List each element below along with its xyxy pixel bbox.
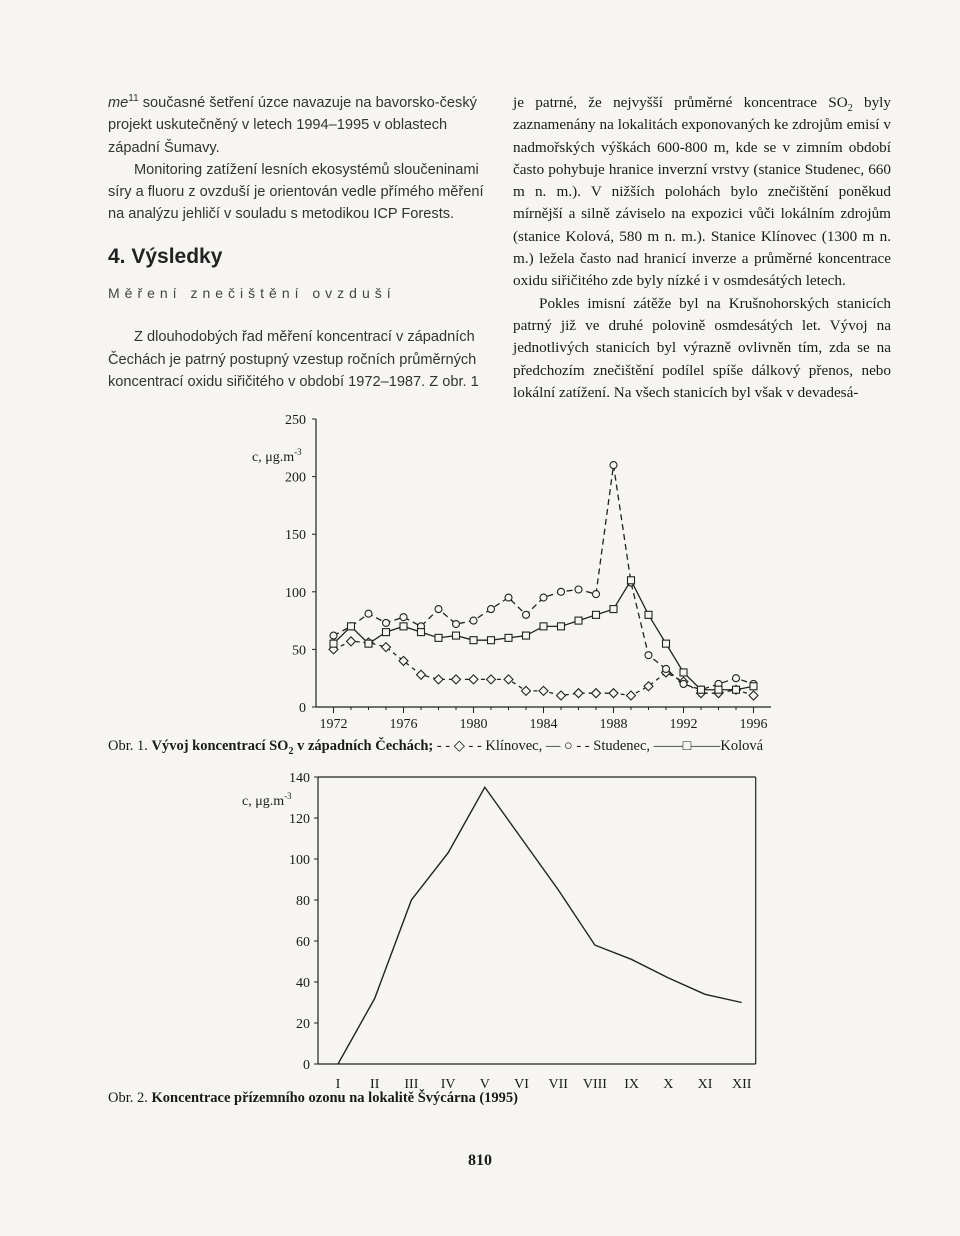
figure1-caption-title-b: v západních Čechách;	[293, 738, 434, 754]
data-point-studenec	[470, 617, 477, 624]
data-point-klinovec	[434, 675, 443, 684]
data-point-klinovec	[487, 675, 496, 684]
chart1-y-tick-label: 250	[285, 413, 306, 428]
chart1-y-tick-label: 150	[285, 528, 306, 544]
data-point-studenec	[680, 680, 687, 687]
right-paragraph-2: Pokles imisní zátěže byl na Krušnohorských stanicích patrný již ve druhé polovině osmdesátých let. Vývoj na jednotlivých stanicích byl výrazně ovlivněn tím, zda se na předchozím znečištění podílel spíše dálkový přenos, nebo lokální zatížení. Na všech stanicích byl však v devadesá-	[513, 294, 891, 401]
data-point-studenec	[593, 591, 600, 598]
data-point-kolova	[418, 629, 425, 636]
chart2-y-tick-label: 140	[289, 771, 310, 786]
legend-klinovec: - - ◇ - - Klínovec,	[436, 738, 543, 754]
data-point-klinovec	[539, 686, 548, 695]
chart2-y-tick-label: 20	[296, 1017, 310, 1032]
data-point-studenec	[505, 594, 512, 601]
data-point-studenec	[365, 610, 372, 617]
chart1-x-tick-label: 1992	[669, 717, 698, 732]
chart2-ylabel-main: c, μg.m	[242, 794, 285, 809]
data-point-klinovec	[574, 689, 583, 698]
chart1-ylabel-sup: -3	[294, 447, 302, 457]
right-p1-b: byly zaznamenány na lokalitách exponovaných ke zdrojům emisí v nadmořských výškách 600-800 m, kde se v zimním období často pohybuje hranice inverzní vrstvy (stanice Studenec, 660 m n. m.). V nižších polohách bylo znečištění poněkud mírnější a silně záviselo na expozici vůči lokálním zdrojům (stanice Kolová, 580 m n. m.). Stanice Klínovec (1300 m n. m.) ležela často nad hranicí inverze a průměrné koncentrace oxidu siřičitého zde byly nízké i v osmdesátých letech.	[513, 94, 891, 290]
chart1-y-tick-label: 200	[285, 470, 306, 486]
data-point-studenec	[488, 606, 495, 613]
data-point-kolova	[435, 634, 442, 641]
data-point-kolova	[470, 637, 477, 644]
data-point-kolova	[488, 637, 495, 644]
chart1-x-tick-label: 1988	[599, 717, 628, 732]
chart2-x-tick-label: IX	[624, 1077, 639, 1092]
data-point-kolova	[593, 611, 600, 618]
chart2-ylabel	[242, 791, 292, 809]
chart2-y-tick-label: 0	[303, 1058, 310, 1073]
chart1-x-tick-label: 1984	[529, 717, 558, 732]
chart2-x-tick-label: XI	[697, 1077, 713, 1092]
chart1-x-tick-label: 1976	[389, 717, 418, 732]
data-point-kolova	[680, 669, 687, 676]
chart2-x-tick-label: VI	[514, 1077, 529, 1092]
so2-subscript: 2	[847, 103, 853, 115]
data-point-klinovec	[522, 686, 531, 695]
data-point-studenec	[383, 619, 390, 626]
figure1-caption-title	[151, 738, 434, 757]
data-point-kolova	[733, 686, 740, 693]
data-point-studenec	[453, 621, 460, 628]
chart1-axes	[285, 413, 771, 732]
footnote-ref: 11	[128, 93, 139, 105]
chart2-y-tick-label: 100	[289, 853, 310, 868]
page-number: 810	[468, 1152, 492, 1169]
data-point-kolova	[400, 623, 407, 630]
left-p1-rest: současné šetření úzce navazuje na bavorsko-český projekt uskutečněný v letech 1994–1995 v oblastech západní Šumavy.	[108, 95, 477, 156]
figure2-caption-prefix: Obr. 2.	[108, 1090, 148, 1106]
right-p1-a: je patrné, že nejvyšší průměrné koncentrace SO	[513, 94, 848, 111]
data-point-studenec	[733, 675, 740, 682]
data-point-kolova	[383, 629, 390, 636]
chart2-x-tick-label: III	[404, 1077, 419, 1092]
data-point-kolova	[575, 617, 582, 624]
ozone-line	[338, 787, 742, 1064]
chart2-x-tick-label: I	[335, 1077, 341, 1092]
chart2-x-tick-label: X	[663, 1077, 674, 1092]
data-point-klinovec	[627, 691, 636, 700]
chart2-y-tick-label: 40	[296, 976, 310, 991]
chart2-y-tick-label: 120	[289, 812, 310, 827]
figure1-caption-prefix: Obr. 1.	[108, 738, 148, 754]
data-point-klinovec	[452, 675, 461, 684]
chart2-ylabel-sup: -3	[284, 791, 292, 801]
chart1-x-tick-label: 1980	[459, 717, 488, 732]
chart2-x-tick-label: V	[479, 1077, 490, 1092]
subsection-heading: Měření znečištění ovzduší	[108, 285, 396, 302]
data-point-kolova	[523, 632, 530, 639]
data-point-studenec	[523, 611, 530, 618]
chart2-axes	[289, 771, 756, 1092]
data-point-klinovec	[749, 691, 758, 700]
left-paragraph-3: Z dlouhodobých řad měření koncentrací v západních Čechách je patrný postupný vzestup ročních průměrných koncentrací oxidu siřičitého v období 1972–1987. Z obr. 1	[108, 329, 479, 390]
data-point-kolova	[750, 683, 757, 690]
left-paragraph-2: Monitoring zatížení lesních ekosystémů sloučeninami síry a fluoru z ovzduší je orientován vedle přímého měření na analýzu jehličí v souladu s metodikou ICP Forests.	[108, 161, 484, 223]
chart2-x-tick-label: IV	[440, 1077, 456, 1092]
data-point-klinovec	[347, 637, 356, 646]
data-point-klinovec	[417, 670, 426, 679]
chart2-x-tick-label: XII	[731, 1077, 752, 1092]
chart2-x-tick-label: VIII	[582, 1077, 607, 1092]
data-point-kolova	[453, 632, 460, 639]
data-point-kolova	[610, 606, 617, 613]
data-point-kolova	[330, 640, 337, 647]
figure1-caption-sub: 2	[288, 745, 294, 757]
data-point-studenec	[610, 462, 617, 469]
chart1-y-tick-label: 0	[299, 701, 306, 716]
chart1-y-tick-label: 100	[285, 585, 306, 601]
data-point-klinovec	[609, 689, 618, 698]
chart2-x-tick-label: II	[370, 1077, 380, 1092]
data-point-kolova	[715, 686, 722, 693]
data-point-klinovec	[469, 675, 478, 684]
legend-studenec: — ○ - - Studenec,	[545, 738, 651, 754]
ozone-chart	[0, 760, 960, 1120]
data-point-studenec	[575, 586, 582, 593]
chart1-ylabel-main: c, μg.m	[252, 450, 295, 465]
figure2-caption-title: Koncentrace přízemního ozonu na lokalitě Švýcárna (1995)	[151, 1090, 519, 1106]
data-point-kolova	[698, 686, 705, 693]
left-p1-lead: me	[108, 95, 129, 111]
data-point-kolova	[505, 634, 512, 641]
data-point-klinovec	[557, 691, 566, 700]
figure1-caption-title-a: Vývoj koncentrací SO	[151, 738, 289, 754]
chart1-y-tick-label: 50	[292, 643, 306, 659]
data-point-studenec	[540, 594, 547, 601]
data-point-kolova	[365, 640, 372, 647]
data-point-studenec	[645, 652, 652, 659]
chart1-series	[329, 462, 758, 700]
figure2-caption	[108, 1090, 518, 1107]
data-point-klinovec	[592, 689, 601, 698]
data-point-kolova	[645, 611, 652, 618]
chart2-y-tick-label: 60	[296, 935, 310, 950]
data-point-studenec	[558, 588, 565, 595]
chart1-x-tick-label: 1996	[739, 717, 768, 732]
data-point-studenec	[400, 614, 407, 621]
data-point-kolova	[663, 640, 670, 647]
data-point-kolova	[540, 623, 547, 630]
legend-kolova: ——□——Kolová	[653, 738, 764, 754]
chart1-x-tick-label: 1972	[319, 717, 348, 732]
series-line-studenec	[334, 465, 754, 690]
data-point-kolova	[628, 577, 635, 584]
chart1-ylabel	[252, 447, 302, 465]
data-point-studenec	[330, 632, 337, 639]
section-heading: 4. Výsledky	[108, 244, 223, 268]
data-point-studenec	[435, 606, 442, 613]
data-point-klinovec	[504, 675, 513, 684]
chart2-y-tick-label: 80	[296, 894, 310, 909]
data-point-studenec	[663, 665, 670, 672]
data-point-kolova	[348, 623, 355, 630]
data-point-kolova	[558, 623, 565, 630]
figure1-caption	[108, 738, 763, 755]
chart2-x-tick-label: VII	[548, 1077, 568, 1092]
chart2-series	[338, 787, 742, 1064]
